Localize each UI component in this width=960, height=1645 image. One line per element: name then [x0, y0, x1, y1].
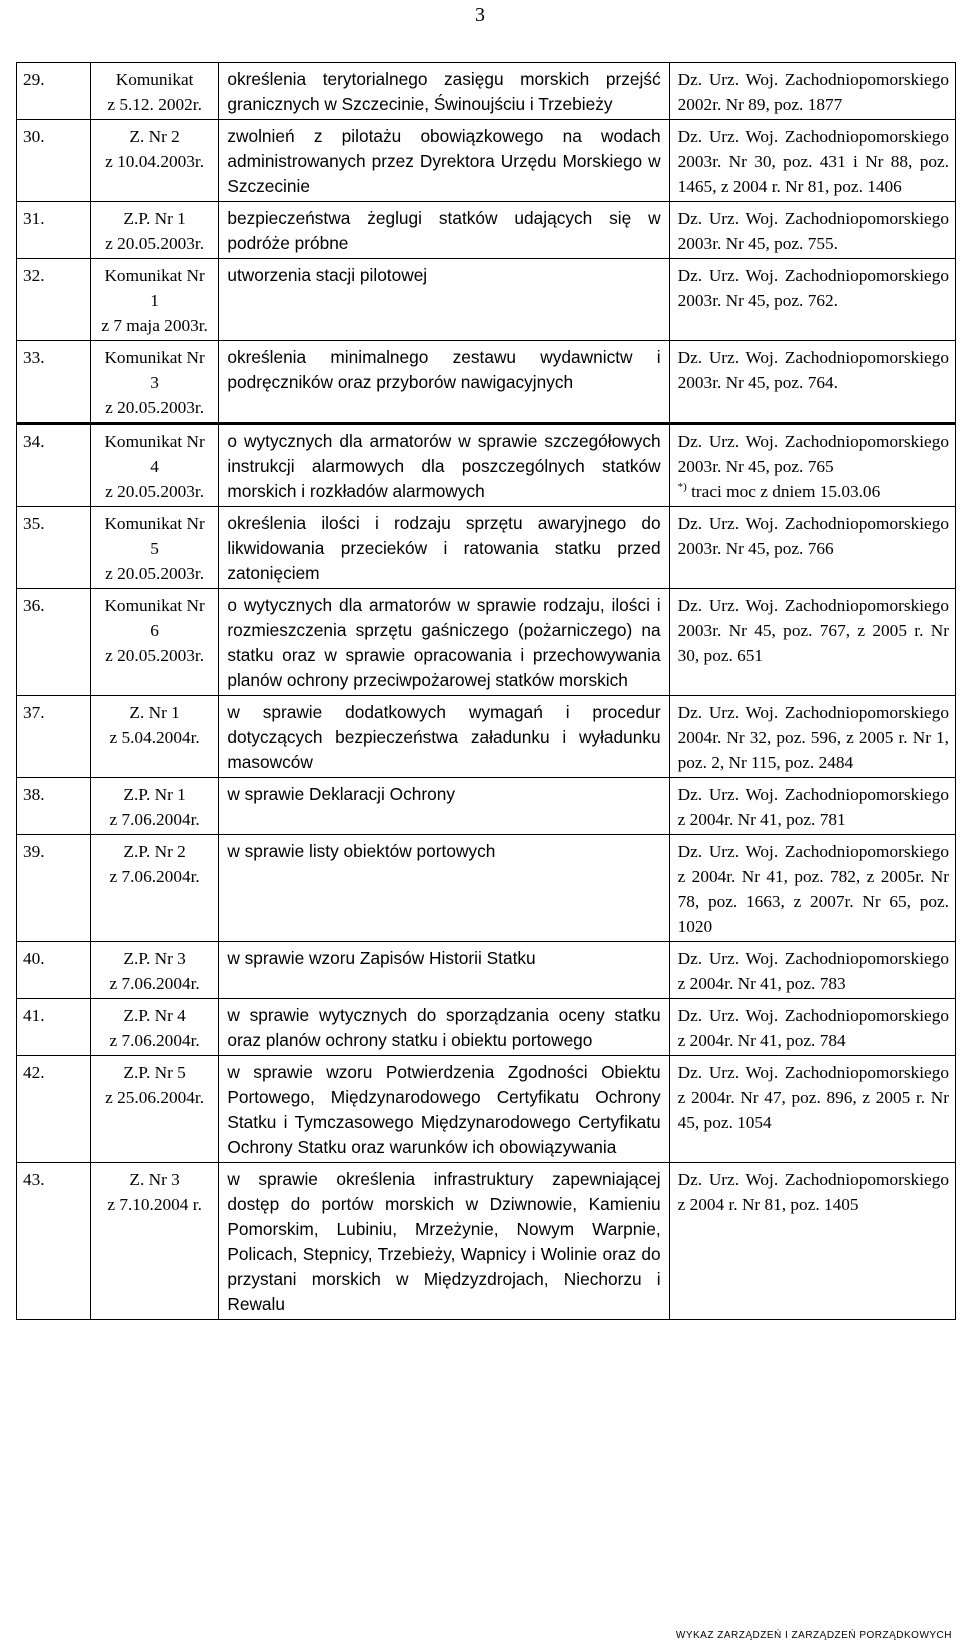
publication-reference — [669, 778, 955, 835]
publication-text: Dz. Urz. Woj. Zachodniopomorskiego 2003r. Nr 45, poz. 764. — [677, 348, 949, 392]
table-row — [17, 589, 956, 696]
act-line: Z. Nr 3 — [129, 1170, 180, 1189]
act-designation — [90, 778, 219, 835]
row-number: 31. — [17, 202, 91, 259]
table-row — [17, 424, 956, 507]
expiry-note — [678, 479, 949, 504]
table-row — [17, 942, 956, 999]
act-line: Z.P. Nr 1 — [123, 785, 186, 804]
row-number: 29. — [17, 63, 91, 120]
act-designation — [90, 63, 219, 120]
act-line: Z.P. Nr 5 — [123, 1063, 186, 1082]
act-designation — [90, 589, 219, 696]
publication-text: Dz. Urz. Woj. Zachodniopomorskiego z 2004 r. Nr 81, poz. 1405 — [677, 1170, 949, 1214]
act-line: z 20.05.2003r. — [105, 398, 205, 417]
publication-text: Dz. Urz. Woj. Zachodniopomorskiego 2003r. Nr 30, poz. 431 i Nr 88, poz. 1465, z 2004 r. Nr 81, poz. 1406 — [677, 127, 949, 196]
publication-reference — [669, 589, 955, 696]
footnote-mark: *) — [677, 481, 687, 494]
act-line: Z.P. Nr 3 — [123, 949, 186, 968]
table-row — [17, 507, 956, 589]
act-line: 6 — [150, 621, 159, 640]
table-row — [17, 202, 956, 259]
row-number: 30. — [17, 120, 91, 202]
act-line: 4 — [150, 457, 159, 476]
act-designation — [90, 341, 219, 424]
act-line: Komunikat Nr — [104, 266, 205, 285]
act-line: Z. Nr 2 — [129, 127, 180, 146]
act-line: z 20.05.2003r. — [105, 646, 205, 665]
publication-reference — [669, 1056, 955, 1163]
row-number: 36. — [17, 589, 91, 696]
act-line: z 25.06.2004r. — [105, 1088, 205, 1107]
act-line: z 20.05.2003r. — [105, 482, 205, 501]
act-line: z 7.06.2004r. — [109, 1031, 200, 1050]
publication-reference — [669, 259, 955, 341]
act-line: 3 — [150, 373, 159, 392]
publication-text: Dz. Urz. Woj. Zachodniopomorskiego z 2004r. Nr 47, poz. 896, z 2005 r. Nr 45, poz. 1054 — [677, 1063, 949, 1132]
publication-text: Dz. Urz. Woj. Zachodniopomorskiego 2003r. Nr 45, poz. 755. — [677, 209, 949, 253]
act-designation — [90, 120, 219, 202]
act-subject: bezpieczeństwa żeglugi statków udających się w podróże próbne — [219, 202, 669, 259]
act-subject: w sprawie określenia infrastruktury zapewniającej dostęp do portów morskich w Dziwnowie, Kamieniu Pomorskim, Lubiniu, Mrzeżynie, Nowym Warpnie, Policach, Stepnicy, Trzebieży, Wapnicy i Wolinie oraz do przystani morskich w Międzyzdrojach, Niechorzu i Rewalu — [219, 1163, 669, 1320]
act-line: z 7.06.2004r. — [109, 867, 200, 886]
publication-text: Dz. Urz. Woj. Zachodniopomorskiego z 2004r. Nr 41, poz. 782, z 2005r. Nr 78, poz. 1663, z 2007r. Nr 65, poz. 1020 — [677, 842, 949, 936]
act-line: Z.P. Nr 2 — [123, 842, 186, 861]
act-line: z 10.04.2003r. — [105, 152, 205, 171]
publication-text: Dz. Urz. Woj. Zachodniopomorskiego 2003r. Nr 45, poz. 762. — [677, 266, 949, 310]
table-row — [17, 259, 956, 341]
publication-reference — [669, 999, 955, 1056]
publication-reference — [669, 341, 955, 424]
row-number: 34. — [17, 424, 91, 507]
act-line: z 7.06.2004r. — [109, 810, 200, 829]
act-subject: w sprawie wzoru Zapisów Historii Statku — [219, 942, 669, 999]
row-number: 40. — [17, 942, 91, 999]
act-subject: w sprawie listy obiektów portowych — [219, 835, 669, 942]
table-row — [17, 1056, 956, 1163]
act-designation — [90, 835, 219, 942]
act-subject: w sprawie dodatkowych wymagań i procedur dotyczących bezpieczeństwa załadunku i wyładunku masowców — [219, 696, 669, 778]
row-number: 42. — [17, 1056, 91, 1163]
page-number: 3 — [475, 4, 485, 26]
table-row — [17, 1163, 956, 1320]
publication-text: Dz. Urz. Woj. Zachodniopomorskiego z 2004r. Nr 41, poz. 783 — [677, 949, 949, 993]
act-line: 1 — [150, 291, 159, 310]
act-designation — [90, 696, 219, 778]
publication-text: Dz. Urz. Woj. Zachodniopomorskiego 2002r. Nr 89, poz. 1877 — [677, 70, 949, 114]
publication-text: Dz. Urz. Woj. Zachodniopomorskiego 2003r. Nr 45, poz. 766 — [677, 514, 949, 558]
act-designation — [90, 424, 219, 507]
row-number: 39. — [17, 835, 91, 942]
table-row — [17, 341, 956, 424]
publication-reference — [669, 1163, 955, 1320]
publication-text: Dz. Urz. Woj. Zachodniopomorskiego 2003r. Nr 45, poz. 765 — [677, 432, 949, 476]
act-line: Komunikat Nr — [104, 514, 205, 533]
expiry-note-text: traci moc z dniem 15.03.06 — [691, 482, 881, 501]
row-number: 38. — [17, 778, 91, 835]
row-number: 41. — [17, 999, 91, 1056]
publication-reference — [669, 120, 955, 202]
row-number: 33. — [17, 341, 91, 424]
act-subject: o wytycznych dla armatorów w sprawie rodzaju, ilości i rozmieszczenia sprzętu gaśniczego (pożarniczego) na statku oraz w sprawie opracowania i przechowywania planów ochrony przeciwpożarowej statków morskich — [219, 589, 669, 696]
publication-reference — [669, 424, 955, 507]
act-subject: określenia terytorialnego zasięgu morskich przejść granicznych w Szczecinie, Świnoujściu i Trzebieży — [219, 63, 669, 120]
act-subject: w sprawie Deklaracji Ochrony — [219, 778, 669, 835]
act-line: z 5.04.2004r. — [109, 728, 200, 747]
table-row — [17, 999, 956, 1056]
page-footer: WYKAZ ZARZĄDZEŃ I ZARZĄDZEŃ PORZĄDKOWYCH — [675, 1630, 952, 1641]
act-line: Komunikat Nr — [104, 432, 205, 451]
act-designation — [90, 1056, 219, 1163]
row-number: 35. — [17, 507, 91, 589]
publication-reference — [669, 835, 955, 942]
publication-text: Dz. Urz. Woj. Zachodniopomorskiego 2003r. Nr 45, poz. 767, z 2005 r. Nr 30, poz. 651 — [677, 596, 949, 665]
regulations-table-body — [17, 63, 956, 1320]
publication-text: Dz. Urz. Woj. Zachodniopomorskiego z 2004r. Nr 41, poz. 784 — [677, 1006, 949, 1050]
publication-reference — [669, 507, 955, 589]
table-row — [17, 63, 956, 120]
publication-reference — [669, 942, 955, 999]
publication-text: Dz. Urz. Woj. Zachodniopomorskiego z 2004r. Nr 41, poz. 781 — [677, 785, 949, 829]
act-designation — [90, 259, 219, 341]
act-designation — [90, 507, 219, 589]
act-line: z 7 maja 2003r. — [101, 316, 208, 335]
act-subject: określenia ilości i rodzaju sprzętu awaryjnego do likwidowania przecieków i ratowania statku przed zatonięciem — [219, 507, 669, 589]
publication-reference — [669, 63, 955, 120]
act-line: z 5.12. 2002r. — [107, 95, 202, 114]
row-number: 32. — [17, 259, 91, 341]
act-designation — [90, 942, 219, 999]
act-line: z 7.10.2004 r. — [107, 1195, 202, 1214]
act-designation — [90, 202, 219, 259]
act-subject: zwolnień z pilotażu obowiązkowego na wodach administrowanych przez Dyrektora Urzędu Morskiego w Szczecinie — [219, 120, 669, 202]
act-subject: określenia minimalnego zestawu wydawnictw i podręczników oraz przyborów nawigacyjnych — [219, 341, 669, 424]
act-subject: w sprawie wytycznych do sporządzania oceny statku oraz planów ochrony statku i obiektu portowego — [219, 999, 669, 1056]
publication-text: Dz. Urz. Woj. Zachodniopomorskiego 2004r. Nr 32, poz. 596, z 2005 r. Nr 1, poz. 2, Nr 115, poz. 2484 — [677, 703, 949, 772]
act-line: Z. Nr 1 — [129, 703, 180, 722]
publication-reference — [669, 202, 955, 259]
act-line: Komunikat Nr — [104, 596, 205, 615]
act-subject: w sprawie wzoru Potwierdzenia Zgodności Obiektu Portowego, Międzynarodowego Certyfikatu Ochrony Statku i Tymczasowego Międzynarodowego Certyfikatu Ochrony Statku oraz warunków ich obowiązywania — [219, 1056, 669, 1163]
act-line: Z.P. Nr 1 — [123, 209, 186, 228]
act-subject: o wytycznych dla armatorów w sprawie szczegółowych instrukcji alarmowych dla poszczególnych statków morskich i rozkładów alarmowych — [219, 424, 669, 507]
publication-reference — [669, 696, 955, 778]
act-subject: utworzenia stacji pilotowej — [219, 259, 669, 341]
act-designation — [90, 1163, 219, 1320]
regulations-table-container — [16, 62, 956, 1320]
act-line: z 7.06.2004r. — [109, 974, 200, 993]
act-line: z 20.05.2003r. — [105, 564, 205, 583]
table-row — [17, 696, 956, 778]
act-designation — [90, 999, 219, 1056]
act-line: Z.P. Nr 4 — [123, 1006, 186, 1025]
table-row — [17, 835, 956, 942]
regulations-table — [16, 62, 956, 1320]
act-line: Komunikat Nr — [104, 348, 205, 367]
row-number: 37. — [17, 696, 91, 778]
act-line: z 20.05.2003r. — [105, 234, 205, 253]
table-row — [17, 120, 956, 202]
row-number: 43. — [17, 1163, 91, 1320]
table-row — [17, 778, 956, 835]
act-line: 5 — [150, 539, 159, 558]
act-line: Komunikat — [115, 70, 194, 89]
